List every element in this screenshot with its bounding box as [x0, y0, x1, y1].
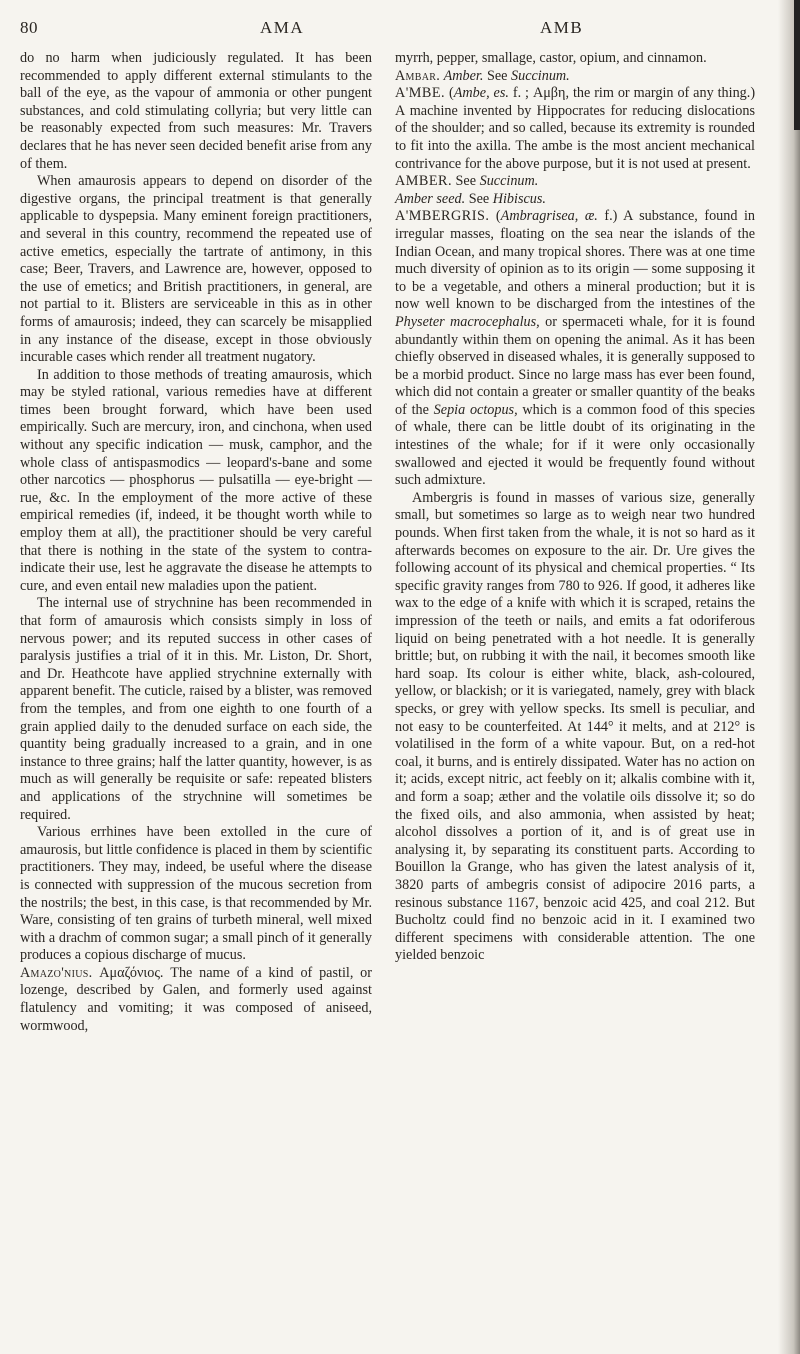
entry-ambe	[395, 85, 755, 173]
headword: AMBER.	[395, 173, 452, 190]
latin-term: Ambragrisea, æ.	[500, 208, 598, 225]
headword: A'MBERGRIS.	[395, 208, 490, 225]
right-column	[395, 50, 755, 965]
see-word: See	[486, 67, 508, 84]
paragraph: The internal use of strychnine has been recommended in that form of amaurosis which consists simply in loss of nervous power; and its reputed success in other cases of paralysis justifies a trial of it in this. Mr. Liston, Dr. Short, and Dr. Heathcote have applied strychnine externally with apparent benefit. The cuticle, raised by a blister, was removed from the temples, and from one eighth to one fourth of a grain applied daily to the denuded surface on each side, the quantity being gradually increased to a grain, and in one instance to three grains; half the latter quantity, however, is as much as will generally be requisite or safe: repeated blisters and applications of the strychnine will sometimes be required.	[20, 595, 372, 823]
paragraph: myrrh, pepper, smallage, castor, opium, and cinnamon.	[395, 50, 707, 66]
paragraph: Ambergris is found in masses of various size, generally small, but sometimes so large as to weigh near two hundred pounds. When first taken from the whale, it is not so hard as it afterwards becomes on exposure to the air. Dr. Ure gives the following account of its physical and chemical properties. “ Its specific gravity ranges from 780 to 926. If good, it adheres like wax to the edge of a knife with which it is scraped, retains the impression of the teeth or nails, and emits a fat odoriferous liquid on being penetrated with a hot needle. It is generally brittle; but, on rubbing it with the nail, it becomes smooth like hard soap. Its colour is either white, black, ash-coloured, yellow, or blackish; or it is variegated, namely, grey with black specks, or grey with yellow specks. Its smell is peculiar, and not easy to be counterfeited. At 144° it melts, and at 212° is volatilised in the form of a white vapour. But, on a red-hot coal, it burns, and is entirely dissipated. Water has no action on it; acids, except nitric, act feebly on it; alkalis combine with it, and form a soap; æther and the volatile oils dissolve it; so do the fixed oils, and also ammonia, when assisted by heat; alcohol dissolves a portion of it, and is of great use in analysing it, by separating its constituent parts. According to Bouillon la Grange, who has given the latest analysis of it, 3820 parts of ambegris consist of adipocire 2016 parts, a resinous substance 1167, benzoic acid 425, and coal 212. But Bucholtz could find no benzoic acid in it. I examined two different specimens with considerable attention. The one yielded benzoic	[395, 489, 755, 964]
entry-ambergris	[395, 208, 755, 490]
headword: A'MBE.	[395, 85, 446, 102]
gender-mark: f. ;	[512, 85, 530, 102]
headword: Amazo'nius.	[20, 964, 93, 981]
running-header	[20, 18, 760, 44]
entry-text: which is a common food of this species of whale, there can be little doubt of its originating in the intestines of the whale; for if it were only occasionally swallowed and ejected it would be frequently found without such admixture.	[395, 401, 756, 489]
entry-text: f.) A substance, found in irregular masses, floating on the sea near the islands of the Indian Ocean, and many tropical shores. There was at one time much diversity of opinion as to its origin — some supposing it to be a vegetable, and others a mineral production; but it is now well known to be discharged from the intestines of the	[395, 208, 756, 313]
page-edge-dark	[794, 0, 800, 130]
entry-text: or spermaceti whale, for it is found abundantly within them on opening the animal. As it has been chiefly observed in diseased whales, it is generally supposed to be a morbid product. Since no large mass has ever been found, which did not contain a greater or smaller quantity of the beaks of the	[395, 313, 755, 418]
entry-amber-seed	[395, 191, 755, 209]
species-name: Physeter macrocephalus,	[395, 313, 540, 330]
headword: Ambar.	[395, 67, 441, 84]
headword: Amber seed.	[395, 190, 466, 207]
cross-reference: Succinum.	[511, 67, 570, 84]
left-column	[20, 50, 372, 1035]
see-word: See	[468, 190, 490, 207]
paragraph: When amaurosis appears to depend on disorder of the digestive organs, the principal treatment is that generally applicable to dyspepsia. Many eminent foreign practitioners, and several in this country, recommend the repeated use of active emetics, especially the tartrate of antimony, in this case; Beer, Travers, and Lawrence are, however, opposed to the use of emetics; and British practitioners, in general, are not partial to it. Blisters are serviceable in this as in other forms of amaurosis; indeed, they can scarcely be misapplied in any instance of the disease, except in those obviously incurable cases which render all treatment nugatory.	[20, 173, 372, 366]
latin-term: Ambe, es.	[453, 85, 509, 102]
paragraph: Various errhines have been extolled in the cure of amaurosis, but little confidence is placed in them by scientific practitioners. They may, indeed, be useful where the disease is connected with suppression of the mucous secretion from the nostrils; the best, in this case, is that recommended by Mr. Ware, consisting of ten grains of turbeth mineral, well mixed with a drachm of common sugar; a small pinch of it generally produces a copious discharge of mucus.	[20, 824, 372, 964]
greek-term: Αμαζόνιος.	[99, 964, 164, 981]
paren: (	[449, 85, 454, 102]
page-edge-shadow	[778, 0, 800, 1354]
entry-amber	[395, 173, 755, 191]
greek-term: Αμβη,	[532, 85, 569, 102]
paren: (	[495, 208, 501, 225]
entry-text: The name of a kind of pastil, or lozenge, described by Galen, and formerly used against flatulency and vomiting; it was composed of aniseed, wormwood,	[20, 964, 372, 1034]
see-word: See	[455, 173, 477, 190]
italic-term: Amber.	[443, 67, 484, 84]
left-running-head: AMA	[260, 18, 305, 37]
entry-amazonius	[20, 965, 372, 1035]
page-number: 80	[20, 18, 38, 37]
cross-reference: Hibiscus.	[492, 190, 546, 207]
species-name: Sepia octopus,	[433, 401, 518, 418]
entry-text: the rim or margin of any thing.) A machine invented by Hippocrates for reducing dislocations of the shoulder; and so called, because its extremity is rounded to fit into the axilla. The ambe is the most ancient mechanical contrivance for the above purpose, but it is not used at present.	[395, 85, 756, 172]
paragraph: In addition to those methods of treating amaurosis, which may be styled rational, various remedies have at different times been brought forward, which have been used empirically. Such are mercury, iron, and cinchona, when used without any specific indication — musk, camphor, and the whole class of antispasmodics — leopard's-bane and some other narcotics — phosphorus — pulsatilla — eye-bright — rue, &c. In the employment of the more active of these empirical remedies (if, indeed, it be thought worth while to employ them at all), the practitioner should be very careful that there is nothing in the state of the system to contra-indicate their use, lest he aggravate the disease he attempts to cure, and even entail new maladies upon the patient.	[20, 366, 372, 594]
entry-ambar	[395, 68, 755, 86]
right-running-head: AMB	[540, 18, 584, 37]
cross-reference: Succinum.	[479, 173, 539, 190]
paragraph: do no harm when judiciously regulated. It has been recommended to apply different external stimulants to the ball of the eye, as the vapour of ammonia or other pungent substances, and cold stimulating collyria; but very little can be reasonably expected from such measures: Mr. Travers declares that he has never seen decided benefit arise from any of them.	[20, 50, 372, 172]
